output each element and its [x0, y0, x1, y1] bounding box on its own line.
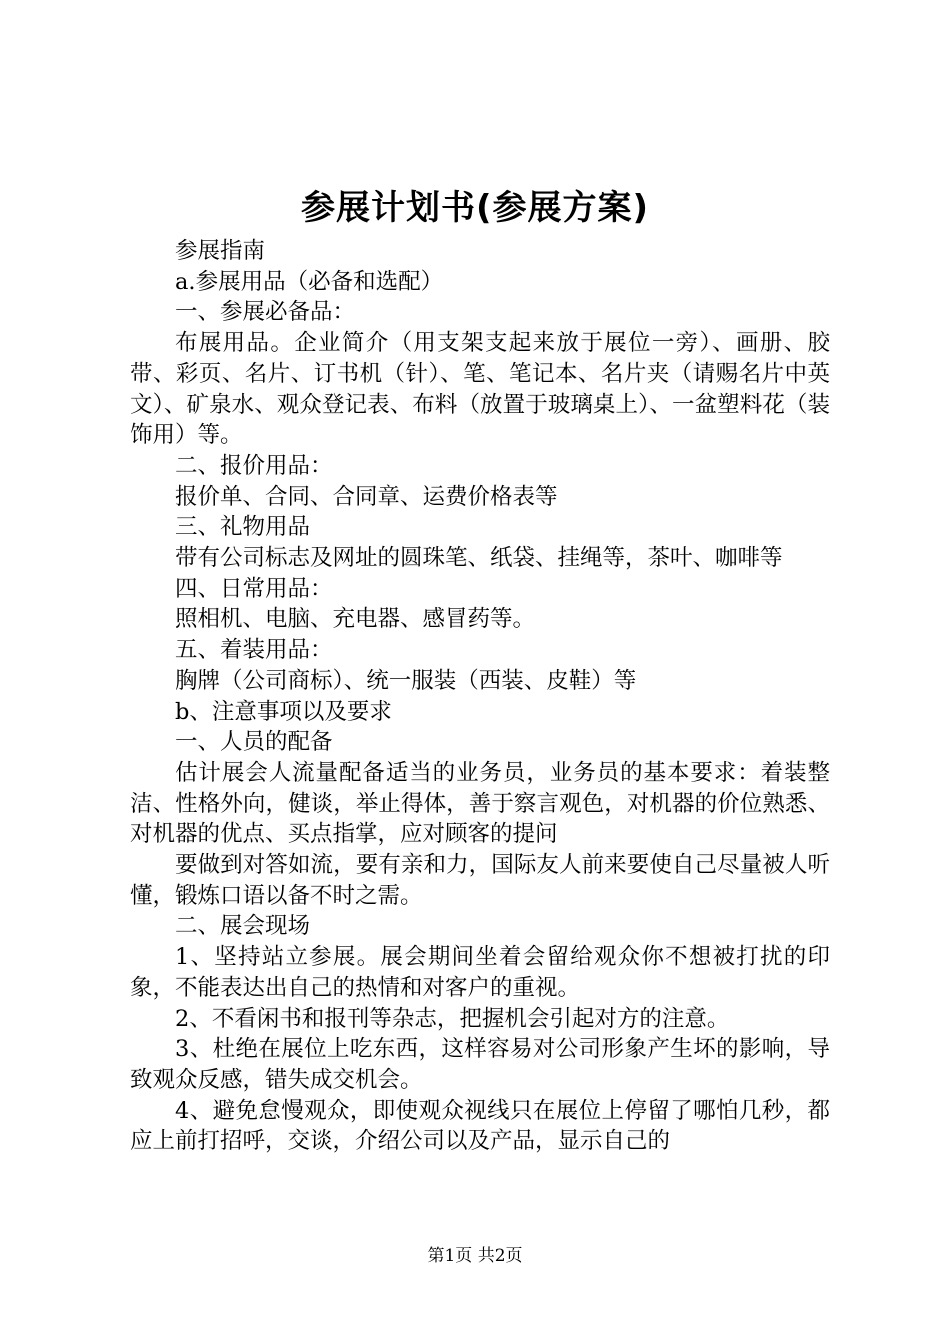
paragraph: 四、日常用品：	[175, 575, 333, 602]
paragraph: 一、参展必备品：	[175, 299, 356, 326]
paragraph: 照相机、电脑、充电器、感冒药等。	[175, 606, 536, 633]
paragraph: 报价单、合同、合同章、运费价格表等	[175, 483, 558, 510]
paragraph: 估计展会人流量配备适当的业务员，业务员的基本要求：着装整洁、性格外向，健谈，举止得体，善于察言观色，对机器的价位熟悉、对机器的优点、买点指掌，应对顾客的提问	[130, 759, 830, 848]
paragraph: 二、展会现场	[175, 913, 311, 940]
paragraph: 胸牌（公司商标）、统一服装（西装、皮鞋）等	[175, 667, 637, 694]
document-body	[130, 236, 830, 1157]
paragraph: 布展用品。企业简介（用支架支起来放于展位一旁）、画册、胶带、彩页、名片、订书机（针）、笔、笔记本、名片夹（请赐名片中英文）、矿泉水、观众登记表、布料（放置于玻璃桌上）、一盆塑料花（装饰用）等。	[130, 330, 830, 449]
paragraph: 1、坚持站立参展。展会期间坐着会留给观众你不想被打扰的印象，不能表达出自己的热情和对客户的重视。	[130, 944, 830, 1001]
page-footer: 第1页 共2页	[427, 1246, 523, 1266]
paragraph: b、注意事项以及要求	[175, 698, 392, 725]
paragraph: a.参展用品（必备和选配）	[175, 268, 444, 295]
document-title: 参展计划书(参展方案)	[300, 188, 650, 228]
paragraph: 参展指南	[175, 238, 266, 264]
paragraph: 带有公司标志及网址的圆珠笔、纸袋、挂绳等，茶叶、咖啡等	[175, 545, 783, 572]
paragraph: 二、报价用品：	[175, 452, 333, 479]
paragraph: 五、着装用品：	[175, 637, 333, 664]
paragraph: 2、不看闲书和报刊等杂志，把握机会引起对方的注意。	[175, 1005, 730, 1032]
paragraph: 一、人员的配备	[175, 729, 333, 756]
paragraph: 三、礼物用品	[175, 514, 311, 541]
paragraph: 要做到对答如流，要有亲和力，国际友人前来要使自己尽量被人听懂，锻炼口语以备不时之需。	[130, 852, 830, 909]
paragraph: 3、杜绝在展位上吃东西，这样容易对公司形象产生坏的影响，导致观众反感，错失成交机会。	[130, 1036, 830, 1093]
paragraph: 4、避免怠慢观众，即使观众视线只在展位上停留了哪怕几秒，都应上前打招呼，交谈，介绍公司以及产品，显示自己的	[130, 1097, 830, 1155]
